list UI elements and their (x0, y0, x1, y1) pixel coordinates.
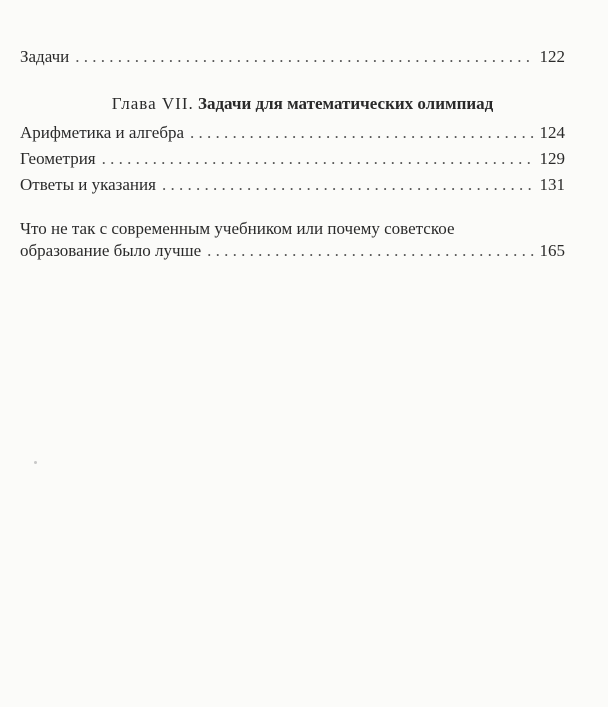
toc-entry-title-line1: Что не так с современным учебником или почему советское (20, 219, 455, 238)
toc-entry-essay[interactable] (20, 218, 565, 262)
toc-page-number: 124 (539, 123, 565, 142)
toc-entry-geometriya[interactable] (20, 148, 565, 170)
paper-speck (34, 461, 37, 464)
toc-page-number: 165 (539, 241, 565, 260)
dot-leader (190, 122, 533, 144)
toc-page-number: 131 (539, 175, 565, 194)
toc-entry-title: Ответы и указания (20, 175, 156, 194)
toc-entry-arifmetika[interactable] (20, 122, 565, 144)
toc-page-number: 122 (539, 47, 565, 66)
chapter-heading (20, 93, 585, 115)
dot-leader (75, 46, 533, 68)
toc-entry-title-line2: образование было лучше (20, 241, 202, 260)
dot-leader (102, 148, 534, 170)
dot-leader (162, 174, 534, 196)
toc-entry-otvety[interactable] (20, 174, 565, 196)
toc-entry-zadachi[interactable] (20, 46, 565, 68)
toc-page-number: 129 (539, 149, 565, 168)
chapter-title: Задачи для математических олимпиад (197, 94, 494, 113)
toc-entry-title: Арифметика и алгебра (20, 123, 185, 142)
chapter-number: Глава VII. (111, 94, 194, 113)
toc-entry-title: Задачи (20, 47, 70, 66)
toc-entry-title-line2-row (20, 240, 565, 262)
dot-leader (207, 240, 533, 262)
toc-entry-title: Геометрия (20, 149, 96, 168)
